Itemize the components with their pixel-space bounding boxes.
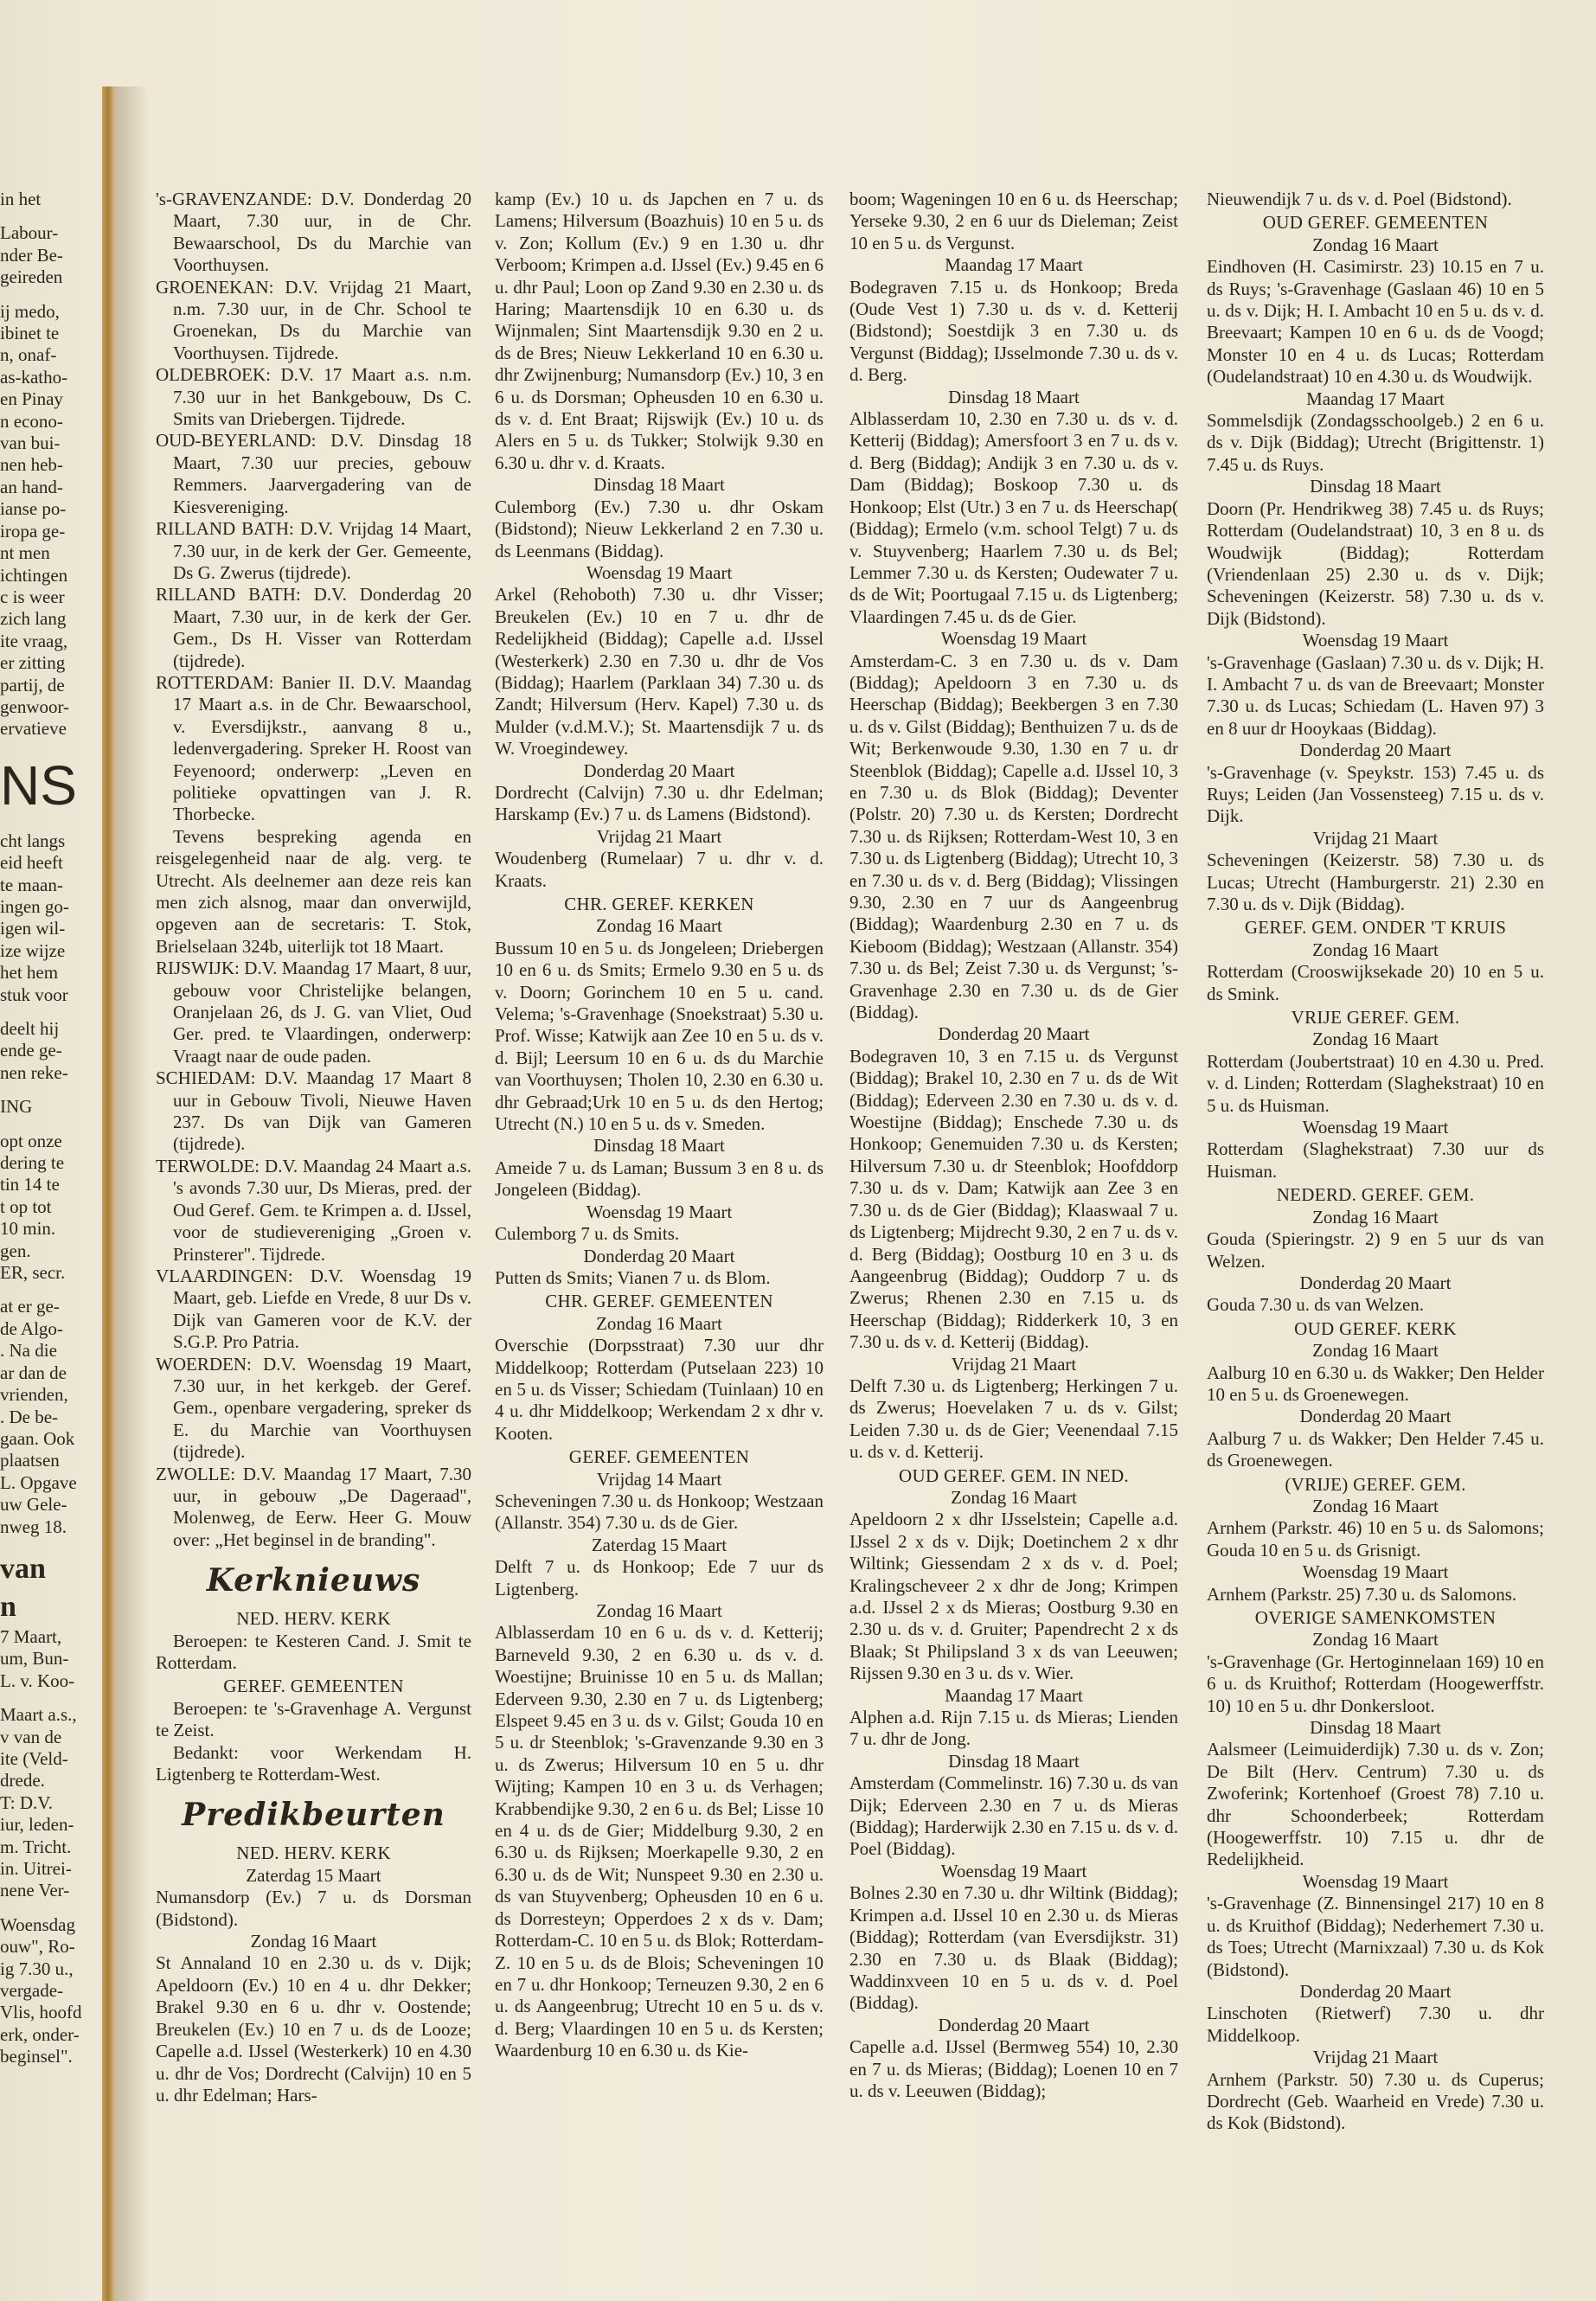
left-fragment-line: deelt hij <box>0 1018 60 1039</box>
left-fragment-line: Labour- <box>0 222 59 244</box>
service-listing: Alblasserdam 10 en 6 u. ds v. d. Ketterij; Barneveld 9.30, 2 en 6.30 u. ds v. d. Woestijne; Bruinisse 10 en 5 u. ds Mallan; Ederveen 9.30, 2.30 en 7 u. ds Ligtenberg; Elspeet 9.45 en 3 u. ds v. Gilst; Gouda 10 en 5 u. dr Steenblok; 's-Gravenzande 9.30 en 3 u. ds Zwerus; Hilversum 10 en 5 u. dhr Wijting; Kampen 10 en 3 u. ds Verhagen; Krabbendijke 9.30, 2 en 6 u. ds Bel; Lisse 10 en 4 u. ds de Gier; Middelburg 9.30, 2 en 6.30 u. ds Rijksen; Moerkapelle 9.30, 2 en 6.30 u. ds de Wit; Nunspeet 9.30 en 2.30 u. ds van Stuyvenberg; Opheusden 10 en 6 u. ds Dorresteyn; Opperdoes 2 x ds v. Dam; Rotterdam-C. 10 en 5 u. ds Blok; Rotterdam-Z. 10 en 5 u. ds de Blois; Scheveningen 10 en 7 u. dhr Honkoop; Terneuzen 9.30, 2 en 6 u. ds Aangeenbrug; Utrecht 10 en 5 u. ds v. d. Berg; Vlaardingen 10 en 5 u. ds Kersten; Waardenburg 10 en 6.30 u. ds Kie- <box>495 1622 824 2061</box>
date-subheading: Woensdag 19 Maart <box>1302 630 1449 651</box>
left-fragment-line: v van de <box>0 1726 62 1747</box>
left-fragment-line: at er ge- <box>0 1296 60 1317</box>
date-subheading: Zondag 16 Maart <box>1312 939 1439 960</box>
section-title-predikbeurten: Predikbeurten <box>182 1797 445 1834</box>
section-heading: GEREF. GEMEENTEN <box>223 1676 404 1697</box>
service-listing: Arnhem (Parkstr. 25) 7.30 u. ds Salomons. <box>1207 1583 1517 1605</box>
left-fragment-line: m. Tricht. <box>0 1836 72 1857</box>
date-subheading: Donderdag 20 Maart <box>1299 1272 1452 1293</box>
date-subheading: Woensdag 19 Maart <box>940 1860 1087 1881</box>
date-subheading: Zondag 16 Maart <box>1312 234 1439 255</box>
left-fragment-line: nen reke- <box>0 1061 68 1083</box>
text-paragraph: Tevens bespreking agenda en reisgelegenheid naar de alg. verg. te Utrecht. Als deelnemer aan deze reis kan men zich alsnog, maar dan onverwijld, opgeven aan de secretaris: T. Stok, Brielselaan 324b, uiterlijk tot 18 Maart. <box>156 825 471 957</box>
section-heading: GEREF. GEM. ONDER 'T KRUIS <box>1244 917 1507 939</box>
service-listing: Sommelsdijk (Zondagsschoolgeb.) 2 en 6 u. ds v. Dijk (Biddag); Utrecht (Brigittenstr. 1) 7.45 u. ds Ruys. <box>1207 410 1544 475</box>
left-fragment-line: er zitting <box>0 652 66 674</box>
service-listing: Bolnes 2.30 en 7.30 u. dhr Wiltink (Biddag); Krimpen a.d. IJssel 10 en 2.30 u. ds Mieras (Biddag); Rotterdam (van Eversdijkstr. 31) 2.30 en 7.30 u. ds Blaak (Biddag); Waddinxveen 10 en 5 u. ds v. d. Poel (Biddag). <box>849 1882 1178 2014</box>
service-listing: Rotterdam (Joubertstraat) 10 en 4.30 u. Pred. v. d. Linden; Rotterdam (Slaghekstraat) 10 en 5 u. ds Huisman. <box>1207 1050 1544 1116</box>
date-subheading: Maandag 17 Maart <box>945 1684 1083 1706</box>
left-fragment-line: um, Bun- <box>0 1648 69 1670</box>
left-fragment-line: ig 7.30 u., <box>0 1958 74 1979</box>
service-listing: Aalburg 7 u. ds Wakker; Den Helder 7.45 u. ds Groenewegen. <box>1207 1427 1544 1471</box>
text-paragraph: Beroepen: te 's-Gravenhage A. Vergunst te Zeist. <box>156 1697 471 1741</box>
meeting-entry: RILLAND BATH: D.V. Donderdag 20 Maart, 7.30 uur, in de kerk der Ger. Gem., Ds H. Visser van Rotterdam (tijdrede). <box>156 584 471 671</box>
date-subheading: Vrijdag 21 Maart <box>1312 2047 1439 2068</box>
left-fragment-line: tin 14 te <box>0 1174 60 1195</box>
left-fragment-line: ianse po- <box>0 498 67 520</box>
left-fragment-line: genwoor- <box>0 695 70 717</box>
date-subheading: Vrijdag 21 Maart <box>596 825 722 847</box>
left-fragment-line: nt men <box>0 542 50 564</box>
service-listing: Alblasserdam 10, 2.30 en 7.30 u. ds v. d. Ketterij (Biddag); Amersfoort 3 en 7 u. ds v. d. Berg (Biddag); Andijk 3 en 7.30 u. ds v. Dam (Biddag); Boskoop 7.30 u. ds Honkoop; Elst (Utr.) 3 en 7 u. ds Heerschap( (Biddag); Ermelo (v.m. school Telgt) 7 u. ds v. Stuyvenberg; Haarlem 7.30 u. ds Bel; Lemmer 7.30 u. ds Kersten; Oudewater 7 u. ds de Wit; Poortugaal 7.15 u. ds Ligtenberg; Vlaardingen 7.45 u. ds de Gier. <box>849 408 1178 627</box>
section-heading: OVERIGE SAMENKOMSTEN <box>1254 1607 1497 1628</box>
left-fragment-line <box>0 1692 97 1704</box>
column-meetings-and-church-news <box>156 189 471 2106</box>
date-subheading: Zondag 16 Maart <box>596 915 722 937</box>
left-fragment-line <box>0 289 97 301</box>
left-fragment-line <box>0 1006 97 1018</box>
left-fragment-line: dering te <box>0 1152 65 1174</box>
date-subheading: Woensdag 19 Maart <box>1302 1117 1449 1138</box>
date-subheading: Zondag 16 Maart <box>596 1312 722 1334</box>
service-listing: Ameide 7 u. ds Laman; Bussum 3 en 8 u. ds Jongeleen (Biddag). <box>495 1157 824 1201</box>
date-subheading: Zondag 16 Maart <box>1312 1206 1439 1227</box>
column-services-4 <box>1207 189 1544 2135</box>
date-subheading: Maandag 17 Maart <box>945 254 1083 276</box>
date-subheading: Woensdag 19 Maart <box>586 1201 733 1222</box>
left-fragment-line <box>0 1902 97 1914</box>
text-paragraph: Bedankt: voor Werkendam H. Ligtenberg te Rotterdam-West. <box>156 1741 471 1785</box>
date-subheading: Donderdag 20 Maart <box>583 760 735 781</box>
meeting-entry: OUD-BEYERLAND: D.V. Dinsdag 18 Maart, 7.30 uur precies, gebouw Remmers. Jaarvergadering van de Kiesvereniging. <box>156 430 471 517</box>
section-heading: VRIJE GEREF. GEM. <box>1291 1007 1460 1029</box>
date-subheading: Dinsdag 18 Maart <box>948 1750 1080 1772</box>
left-fragment-line: van <box>0 1552 46 1585</box>
left-fragment-line: n <box>0 1590 16 1623</box>
date-subheading: Zondag 16 Maart <box>951 1486 1077 1508</box>
left-fragment-line: van bui- <box>0 433 61 454</box>
service-listing: Rotterdam (Slaghekstraat) 7.30 uur ds Huisman. <box>1207 1138 1544 1182</box>
left-fragment-line: c is weer <box>0 586 65 607</box>
service-listing: Alphen a.d. Rijn 7.15 u. ds Mieras; Lienden 7 u. dhr de Jong. <box>849 1707 1178 1750</box>
date-subheading: Vrijdag 14 Maart <box>596 1468 722 1490</box>
service-listing: 's-Gravenhage (v. Speykstr. 153) 7.45 u. ds Ruys; Leiden (Jan Vossensteeg) 7.15 u. ds v. Dijk. <box>1207 761 1544 827</box>
meeting-entry: VLAARDINGEN: D.V. Woensdag 19 Maart, geb. Liefde en Vrede, 8 uur Ds v. Dijk van Gameren voor de K.V. der S.G.P. Pro Patria. <box>156 1265 471 1353</box>
meeting-entry: SCHIEDAM: D.V. Maandag 17 Maart 8 uur in Gebouw Tivoli, Nieuwe Haven 237. Ds van Dijk van Gameren (tijdrede). <box>156 1067 471 1155</box>
left-fragment-line: Maart a.s., <box>0 1704 77 1726</box>
service-listing: Bussum 10 en 5 u. ds Jongeleen; Driebergen 10 en 6 u. ds Smits; Ermelo 9.30 en 5 u. ds v. Doorn; Gorinchem 10 en 5 u. cand. Velema; 's-Gravenhage (Snoekstraat) 5.30 u. Prof. Wisse; Katwijk aan Zee 10 en 5 u. ds v. d. Bijl; Leersum 10 en 6 u. ds du Marchie van Voorthuysen; Tholen 10, 2.30 en 6.30 u. dhr Gebraad;Urk 10 en 5 u. ds den Hertog; Utrecht (N.) 10 en 5 u. ds v. Smeden. <box>495 937 824 1135</box>
service-listing: kamp (Ev.) 10 u. ds Japchen en 7 u. ds Lamens; Hilversum (Boazhuis) 10 en 5 u. ds v. Zon; Kollum (Ev.) 9 en 1.30 u. dhr Verboom; Krimpen a.d. IJssel (Ev.) 9.45 en 6 u. dhr Paul; Loon op Zand 9.30 en 2.30 u. ds Haring; Maartensdijk 10 en 6.30 u. ds Wijnmalen; Sint Maartensdijk 9.30 en 2 u. ds de Bres; Nieuw Lekkerland 10 en 6.30 u. dhr Zwijnenburg; Numansdorp (Ev.) 10, 3 en 6 u. ds Dorsman; Opheusden 10 en 6.30 u. ds v. d. Ent Braat; Rijswijk (Ev.) 10 u. ds Alers en 5 u. ds Tukker; Stolwijk 9.30 en 6.30 u. dhr v. d. Kraats. <box>495 189 824 473</box>
service-listing: Dordrecht (Calvijn) 7.30 u. dhr Edelman; Harskamp (Ev.) 7 u. ds Lamens (Bidstond). <box>495 781 824 825</box>
date-subheading: Dinsdag 18 Maart <box>593 1135 725 1157</box>
left-fragment-line: plaatsen <box>0 1450 60 1471</box>
left-fragment-line: L. v. Koo- <box>0 1670 75 1691</box>
service-listing: Apeldoorn 2 x dhr IJsselstein; Capelle a.d. IJssel 2 x ds v. Dijk; Doetinchem 2 x dhr Wiltink; Giessendam 2 x ds v. d. Poel; Kralingscheveer 2 x dhr de Jong; Krimpen a.d. IJssel 2 x ds Mieras; Oostburg 9.30 en 2.30 u. ds v. d. Gruiter; Papendrecht 2 x ds Blaak; St Philipsland 3 x ds van Leeuwen; Rijssen 9.30 en 3 u. ds v. Wier. <box>849 1509 1178 1684</box>
date-subheading: Donderdag 20 Maart <box>583 1245 735 1266</box>
date-subheading: Woensdag 19 Maart <box>940 628 1087 650</box>
meeting-entry: WOERDEN: D.V. Woensdag 19 Maart, 7.30 uur, in het kerkgeb. der Geref. Gem., openbare vergadering, spreker ds E. du Marchie van Voorthuysen (tijdrede). <box>156 1353 471 1463</box>
section-heading: OUD GEREF. GEMEENTEN <box>1262 212 1489 234</box>
service-listing: Scheveningen 7.30 u. ds Honkoop; Westzaan (Allanstr. 354) 7.30 u. ds de Gier. <box>495 1490 824 1534</box>
meeting-entry: 's-GRAVENZANDE: D.V. Donderdag 20 Maart, 7.30 uur, in de Chr. Bewaarschool, Ds du Marchie van Voorthuysen. <box>156 189 471 276</box>
date-subheading: Donderdag 20 Maart <box>1299 1406 1452 1427</box>
left-fragment-line: stuk voor <box>0 984 68 1005</box>
date-subheading: Dinsdag 18 Maart <box>593 474 725 496</box>
date-subheading: Woensdag 19 Maart <box>586 561 733 583</box>
left-fragment-line <box>0 1284 97 1296</box>
meeting-entry: ROTTERDAM: Banier II. D.V. Maandag 17 Maart a.s. in de Chr. Bewaarschool, v. Eversdijkstr., aanvang 8 u., ledenvergadering. Spreker H. Roost van Feyenoord; onderwerp: „Leven en politieke opvattingen van J. R. Thorbecke. <box>156 671 471 825</box>
left-fragment-line: uw Gele- <box>0 1494 67 1516</box>
left-fragment-line <box>0 1538 97 1550</box>
service-listing: Bodegraven 7.15 u. ds Honkoop; Breda (Oude Vest 1) 7.30 u. ds v. d. Ketterij (Bidstond); Soestdijk 3 en 7.30 u. ds Vergunst (Biddag); IJsselmonde 7.30 u. ds v. d. Berg. <box>849 276 1178 386</box>
left-fragment-line: nen heb- <box>0 454 63 476</box>
left-fragment-line: geireden <box>0 266 63 288</box>
left-fragment-line: ouw", Ro- <box>0 1936 75 1958</box>
section-heading: CHR. GEREF. GEMEENTEN <box>545 1291 773 1312</box>
service-listing: Putten ds Smits; Vianen 7 u. ds Blom. <box>495 1266 771 1288</box>
meeting-entry: OLDEBROEK: D.V. 17 Maart a.s. n.m. 7.30 uur in het Bankgebouw, Ds C. Smits van Driebergen. Tijdrede. <box>156 364 471 430</box>
left-fragment-line <box>0 210 97 222</box>
left-fragment-line: ar dan de <box>0 1362 67 1383</box>
left-fragment-line: ibinet te <box>0 323 60 344</box>
column-left-fragment <box>0 189 97 2068</box>
date-subheading: Dinsdag 18 Maart <box>1310 1717 1441 1739</box>
left-fragment-line: as-katho- <box>0 366 68 388</box>
date-subheading: Dinsdag 18 Maart <box>948 386 1080 407</box>
meeting-entry: GROENEKAN: D.V. Vrijdag 21 Maart, n.m. 7.30 uur, in de Chr. School te Groenekan, Ds du Marchie van Voorthuysen. Tijdrede. <box>156 276 471 363</box>
date-subheading: Zondag 16 Maart <box>1312 1629 1439 1650</box>
service-listing: Aalsmeer (Leimuiderdijk) 7.30 u. ds v. Zon; De Bilt (Herv. Centrum) 7.30 u. ds Zwoferink; Kortenhoef (Groest 78) 7.10 u. dhr Schoonderbeek; Rotterdam (Hoogewerffstr. 10) 7.15 u. dhr de Redelijkheid. <box>1207 1739 1544 1870</box>
left-fragment-line: 10 min. <box>0 1218 56 1240</box>
left-fragment-line: t op tot <box>0 1195 52 1217</box>
text-paragraph: Beroepen: te Kesteren Cand. J. Smit te Rotterdam. <box>156 1630 471 1673</box>
left-fragment-line: zich lang <box>0 608 67 630</box>
service-listing: Rotterdam (Crooswijksekade 20) 10 en 5 u. ds Smink. <box>1207 961 1544 1004</box>
section-heading: NEDERD. GEREF. GEM. <box>1276 1184 1475 1206</box>
left-fragment-line: n econo- <box>0 410 63 432</box>
date-subheading: Donderdag 20 Maart <box>938 2014 1090 2035</box>
service-listing: Capelle a.d. IJssel (Bermweg 554) 10, 2.30 en 7 u. ds Mieras; (Biddag); Loenen 10 en 7 u. ds v. Leeuwen (Biddag); <box>849 2036 1178 2101</box>
left-fragment-line: iur, leden- <box>0 1814 74 1836</box>
left-fragment-line: de Algo- <box>0 1317 63 1339</box>
section-title-kerknieuws: Kerknieuws <box>206 1562 421 1599</box>
service-listing: Gouda 7.30 u. ds van Welzen. <box>1207 1294 1425 1316</box>
service-listing: Gouda (Spieringstr. 2) 9 en 5 uur ds van Welzen. <box>1207 1228 1544 1272</box>
left-fragment-line: ite vraag, <box>0 630 68 651</box>
left-fragment-line: erk, onder- <box>0 2023 80 2045</box>
column-services-3 <box>849 189 1178 2102</box>
service-listing: Overschie (Dorpsstraat) 7.30 uur dhr Middelkoop; Rotterdam (Putselaan 223) 10 en 5 u. ds Visser; Schiedam (Tuinlaan) 10 en 4 u. dhr Middelkoop; Werkendam 2 x dhr v. Kooten. <box>495 1335 824 1444</box>
date-subheading: Zaterdag 15 Maart <box>591 1534 727 1555</box>
service-listing: Culemborg (Ev.) 7.30 u. dhr Oskam (Bidstond); Nieuw Lekkerland 2 en 7.30 u. ds Leenmans (Biddag). <box>495 496 824 561</box>
service-listing: Amsterdam (Commelinstr. 16) 7.30 u. ds van Dijk; Ederveen 2.30 en 7 u. ds Mieras (Biddag); Harderwijk 2.30 en 7.15 u. ds v. d. Poel (Biddag). <box>849 1772 1178 1860</box>
section-heading: CHR. GEREF. KERKEN <box>564 894 754 914</box>
service-listing: Linschoten (Rietwerf) 7.30 u. dhr Middelkoop. <box>1207 2003 1544 2046</box>
left-fragment-line <box>0 1118 97 1131</box>
date-subheading: Zondag 16 Maart <box>596 1600 722 1621</box>
left-fragment-line: ende ge- <box>0 1040 62 1061</box>
section-heading: GEREF. GEMEENTEN <box>568 1446 750 1468</box>
date-subheading: Vrijdag 21 Maart <box>1312 827 1439 849</box>
date-subheading: Donderdag 20 Maart <box>1299 740 1452 761</box>
left-fragment-line: vrienden, <box>0 1384 68 1406</box>
left-fragment-line: en Pinay <box>0 388 63 410</box>
left-fragment-line: ichtingen <box>0 564 68 586</box>
service-listing: boom; Wageningen 10 en 6 u. ds Heerschap; Yerseke 9.30, 2 en 6 uur ds Dieleman; Zeist 10 en 5 u. ds Vergunst. <box>849 189 1178 253</box>
date-subheading: Dinsdag 18 Maart <box>1310 476 1441 497</box>
date-subheading: Zondag 16 Maart <box>1312 1495 1439 1516</box>
left-fragment-line: 7 Maart, <box>0 1625 62 1647</box>
left-fragment-line: . Na die <box>0 1340 57 1362</box>
left-fragment-line: gaan. Ook <box>0 1427 75 1449</box>
left-fragment-line: beginsel". <box>0 2046 73 2067</box>
left-fragment-line: drede. <box>0 1770 45 1791</box>
left-fragment-line: n, onaf- <box>0 344 57 366</box>
left-fragment-line: ize wijze <box>0 939 66 961</box>
section-heading: NED. HERV. KERK <box>236 1843 391 1864</box>
left-fragment-line: vergade- <box>0 1980 64 2002</box>
left-fragment-line: igen wil- <box>0 918 66 939</box>
service-listing: Arnhem (Parkstr. 50) 7.30 u. ds Cuperus; Dordrecht (Geb. Waarheid en Vrede) 7.30 u. ds Kok (Bidstond). <box>1207 2068 1544 2134</box>
left-fragment-line: eid heeft <box>0 852 63 874</box>
left-fragment-line: gen. <box>0 1240 31 1261</box>
service-listing: Numansdorp (Ev.) 7 u. ds Dorsman (Bidstond). <box>156 1887 471 1930</box>
service-listing: Delft 7 u. ds Honkoop; Ede 7 uur ds Ligtenberg. <box>495 1556 824 1599</box>
date-subheading: Donderdag 20 Maart <box>1299 1980 1452 2002</box>
left-fragment-line: NS <box>0 757 77 813</box>
service-listing: Eindhoven (H. Casimirstr. 23) 10.15 en 7 u. ds Ruys; 's-Gravenhage (Gaslaan 46) 10 en 5 u. ds v. Dijk; H. I. Ambacht 10 en 5 u. ds v. d. Breevaart; Kampen 10 en 6 u. ds de Voogd; Monster 10 en 4 u. ds Lucas; Rotterdam (Oudelandstraat) 10 en 4.30 u. ds Woudwijk. <box>1207 256 1544 388</box>
service-listing: Scheveningen (Keizerstr. 58) 7.30 u. ds Lucas; Utrecht (Hamburgerstr. 21) 2.30 en 7.30 u. ds v. Dijk (Biddag). <box>1207 849 1544 914</box>
left-fragment-line: L. Opgave <box>0 1471 77 1493</box>
column-services-2 <box>495 189 824 2062</box>
service-listing: St Annaland 10 en 2.30 u. ds v. Dijk; Apeldoorn (Ev.) 10 en 4 u. dhr Dekker; Brakel 9.30 en 6 u. dhr v. Oostende; Breukelen (Ev.) 10 en 7 u. ds de Looze; Capelle a.d. IJssel (Westerkerk) 10 en 4.30 u. dhr de Vos; Dordrecht (Calvijn) 10 en 5 u. dhr Edelman; Hars- <box>156 1952 471 2106</box>
meeting-entry: TERWOLDE: D.V. Maandag 24 Maart a.s. 's avonds 7.30 uur, Ds Mieras, pred. der Oud Geref. Gem. te Krimpen a. d. IJssel, voor de studievereniging „Groen v. Prinsterer". Tijdrede. <box>156 1155 471 1265</box>
left-fragment-line: nder Be- <box>0 244 63 266</box>
service-listing: 's-Gravenhage (Z. Binnensingel 217) 10 en 8 u. ds Kruithof (Biddag); Nederhemert 7.30 u. ds Toes; Utrecht (Marnixzaal) 7.30 u. ds Kok (Bidstond). <box>1207 1893 1544 1980</box>
service-listing: Bodegraven 10, 3 en 7.15 u. ds Vergunst (Biddag); Brakel 10, 2.30 en 7 u. ds de Wit (Biddag); Ederveen 2.30 en 7.30 u. ds v. d. Woestijne (Biddag); Enschede 7.30 u. ds Honkoop; Genemuiden 7.30 u. ds Kersten; Hilversum 7.30 u. dr Steenblok; Hoofddorp 7.30 u. ds v. Dam; Katwijk aan Zee 3 en 7.30 u. ds de Gier (Biddag); Klaaswaal 7 u. ds Ligtenberg; Mijdrecht 9.30, 2 en 7 u. ds v. d. Berg (Biddag); Oostburg 10 en 3 u. ds Aangeenbrug (Biddag); Ouddorp 7 u. ds Zwerus; Rhenen 2.30 en 7.15 u. ds Heerschap (Biddag); Ridderkerk 10, 3 en 7.30 u. ds v. d. Ketterij (Biddag). <box>849 1045 1178 1353</box>
left-fragment-line: in het <box>0 189 42 209</box>
left-fragment-line: Woensdag <box>0 1913 75 1935</box>
date-subheading: Woensdag 19 Maart <box>1302 1561 1449 1583</box>
left-fragment-line: . De be- <box>0 1406 59 1427</box>
date-subheading: Zondag 16 Maart <box>1312 1340 1439 1362</box>
left-fragment-line: iropa ge- <box>0 520 66 542</box>
service-listing: Culemborg 7 u. ds Smits. <box>495 1223 680 1245</box>
date-subheading: Zaterdag 15 Maart <box>246 1864 381 1886</box>
meeting-entry: RILLAND BATH: D.V. Vrijdag 14 Maart, 7.30 uur, in de kerk der Ger. Gemeente, Ds G. Zwerus (tijdrede). <box>156 518 471 583</box>
meeting-entry: ZWOLLE: D.V. Maandag 17 Maart, 7.30 uur, in gebouw „De Dageraad", Molenweg, de Eerw. Heer G. Mouw over: „Het beginsel in de branding". <box>156 1463 471 1550</box>
service-listing: 's-Gravenhage (Gaslaan) 7.30 u. ds v. Dijk; H. I. Ambacht 7 u. ds van de Breevaart; Monster 7.30 u. ds Lucas; Schiedam (L. Haven 97) 3 en 8 uur dr Hooykaas (Biddag). <box>1207 651 1544 739</box>
left-fragment-line: in. Uitrei- <box>0 1858 72 1879</box>
left-fragment-line: Vlis, hoofd <box>0 2002 82 2023</box>
service-listing: Delft 7.30 u. ds Ligtenberg; Herkingen 7 u. ds Zwerus; Hoevelaken 7 u. ds v. Gilst; Leiden 7.30 u. ds de Gier; Veenendaal 7.15 u. ds v. d. Ketterij. <box>849 1375 1178 1463</box>
section-heading: NED. HERV. KERK <box>236 1608 391 1630</box>
service-listing: Amsterdam-C. 3 en 7.30 u. ds v. Dam (Biddag); Apeldoorn 3 en 7.30 u. ds Heerschap (Biddag); Beekbergen 3 en 7.30 u. ds v. Gilst (Biddag); Benthuizen 7 u. ds de Wit; Berkenwoude 9.30, 1.30 en 7 u. dr Steenblok (Biddag); Capelle a.d. IJssel 10, 3 en 7.30 u. ds Blok (Biddag); Deventer (Polstr. 20) 7.30 u. ds Kersten; Dordrecht 7.30 u. ds Rijksen; Rotterdam-West 10, 3 en 7.30 u. ds Ligtenberg (Biddag); Utrecht 10, 3 en 7.30 u. ds v. d. Berg (Biddag); Vlissingen 9.30, 2.30 en 7 uur ds Aangeenbrug (Biddag); Waardenburg 2.30 en 7 u. ds Kieboom (Biddag); Westzaan (Allanstr. 354) 7.30 u. ds Bel; Zeist 7.30 u. ds Vergunst; 's-Gravenhage 2.30 en 7.30 u. ds de Gier (Biddag). <box>849 650 1178 1023</box>
date-subheading: Vrijdag 21 Maart <box>951 1353 1077 1375</box>
service-listing: 's-Gravenhage (Gr. Hertoginnelaan 169) 10 en 6 u. ds Kruithof; Rotterdam (Hoogewerffstr. 10) 10 en 5 u. dhr Donkersloot. <box>1207 1650 1544 1716</box>
service-listing: Nieuwendijk 7 u. ds v. d. Poel (Bidstond). <box>1207 189 1512 209</box>
left-fragment-line: cht langs <box>0 830 66 851</box>
left-fragment-line: T: D.V. <box>0 1791 53 1813</box>
service-listing: Arnhem (Parkstr. 46) 10 en 5 u. ds Salomons; Gouda 10 en 5 u. ds Grisnigt. <box>1207 1517 1544 1561</box>
left-fragment-line <box>0 1084 97 1096</box>
service-listing: Woudenberg (Rumelaar) 7 u. dhr v. d. Kraats. <box>495 848 824 891</box>
page-gutter <box>102 87 114 2301</box>
date-subheading: Donderdag 20 Maart <box>938 1023 1090 1045</box>
left-fragment-line: te maan- <box>0 874 63 895</box>
left-fragment-line: ij medo, <box>0 300 60 322</box>
service-listing: Doorn (Pr. Hendrikweg 38) 7.45 u. ds Ruys; Rotterdam (Oudelandstraat) 10, 3 en 8 u. ds Woudwijk (Biddag); Rotterdam (Vriendenlaan 25) 2.30 u. ds v. Dijk; Scheveningen (Keizerstr. 58) 7.30 u. ds v. Dijk (Bidstond). <box>1207 497 1544 629</box>
gutter-shadow <box>114 87 149 2301</box>
section-heading: OUD GEREF. GEM. IN NED. <box>899 1465 1129 1486</box>
date-subheading: Zondag 16 Maart <box>250 1931 377 1952</box>
left-fragment-line: ING <box>0 1096 33 1118</box>
left-fragment-line: ingen go- <box>0 895 69 917</box>
date-subheading: Zondag 16 Maart <box>1312 1029 1439 1050</box>
section-heading: (VRIJE) GEREF. GEM. <box>1285 1473 1466 1495</box>
section-heading: OUD GEREF. KERK <box>1294 1317 1457 1339</box>
date-subheading: Maandag 17 Maart <box>1306 388 1445 409</box>
date-subheading: Woensdag 19 Maart <box>1302 1870 1449 1892</box>
left-fragment-line: nweg 18. <box>0 1516 67 1537</box>
service-listing: Aalburg 10 en 6.30 u. ds Wakker; Den Helder 10 en 5 u. ds Groenewegen. <box>1207 1362 1544 1405</box>
left-fragment-line: partij, de <box>0 674 65 695</box>
service-listing: Arkel (Rehoboth) 7.30 u. dhr Visser; Breukelen (Ev.) 10 en 7 u. dhr de Redelijkheid (Biddag); Capelle a.d. IJssel (Westerkerk) 2.30 en 7.30 u. dhr de Vos (Biddag); Haarlem (Parklaan 34) 7.30 u. ds Zandt; Hilversum (Herv. Kapel) 7.30 u. ds Mulder (v.d.M.V.); St. Maartensdijk 7 u. ds W. Vroegindewey. <box>495 584 824 760</box>
left-fragment-line: an hand- <box>0 476 63 497</box>
meeting-entry: RIJSWIJK: D.V. Maandag 17 Maart, 8 uur, gebouw voor Christelijke belangen, Oranjelaan 26, ds J. G. van Vliet, Oud Ger. pred. te Vlaardingen, onderwerp: Vraagt naar de oude paden. <box>156 958 471 1067</box>
left-fragment-line: nene Ver- <box>0 1880 70 1901</box>
left-fragment-line: ER, secr. <box>0 1262 66 1284</box>
left-fragment-line: het hem <box>0 962 59 984</box>
left-fragment-line: ite (Veld- <box>0 1747 68 1769</box>
left-fragment-line: ervatieve <box>0 718 67 740</box>
left-fragment-line: opt onze <box>0 1130 62 1151</box>
